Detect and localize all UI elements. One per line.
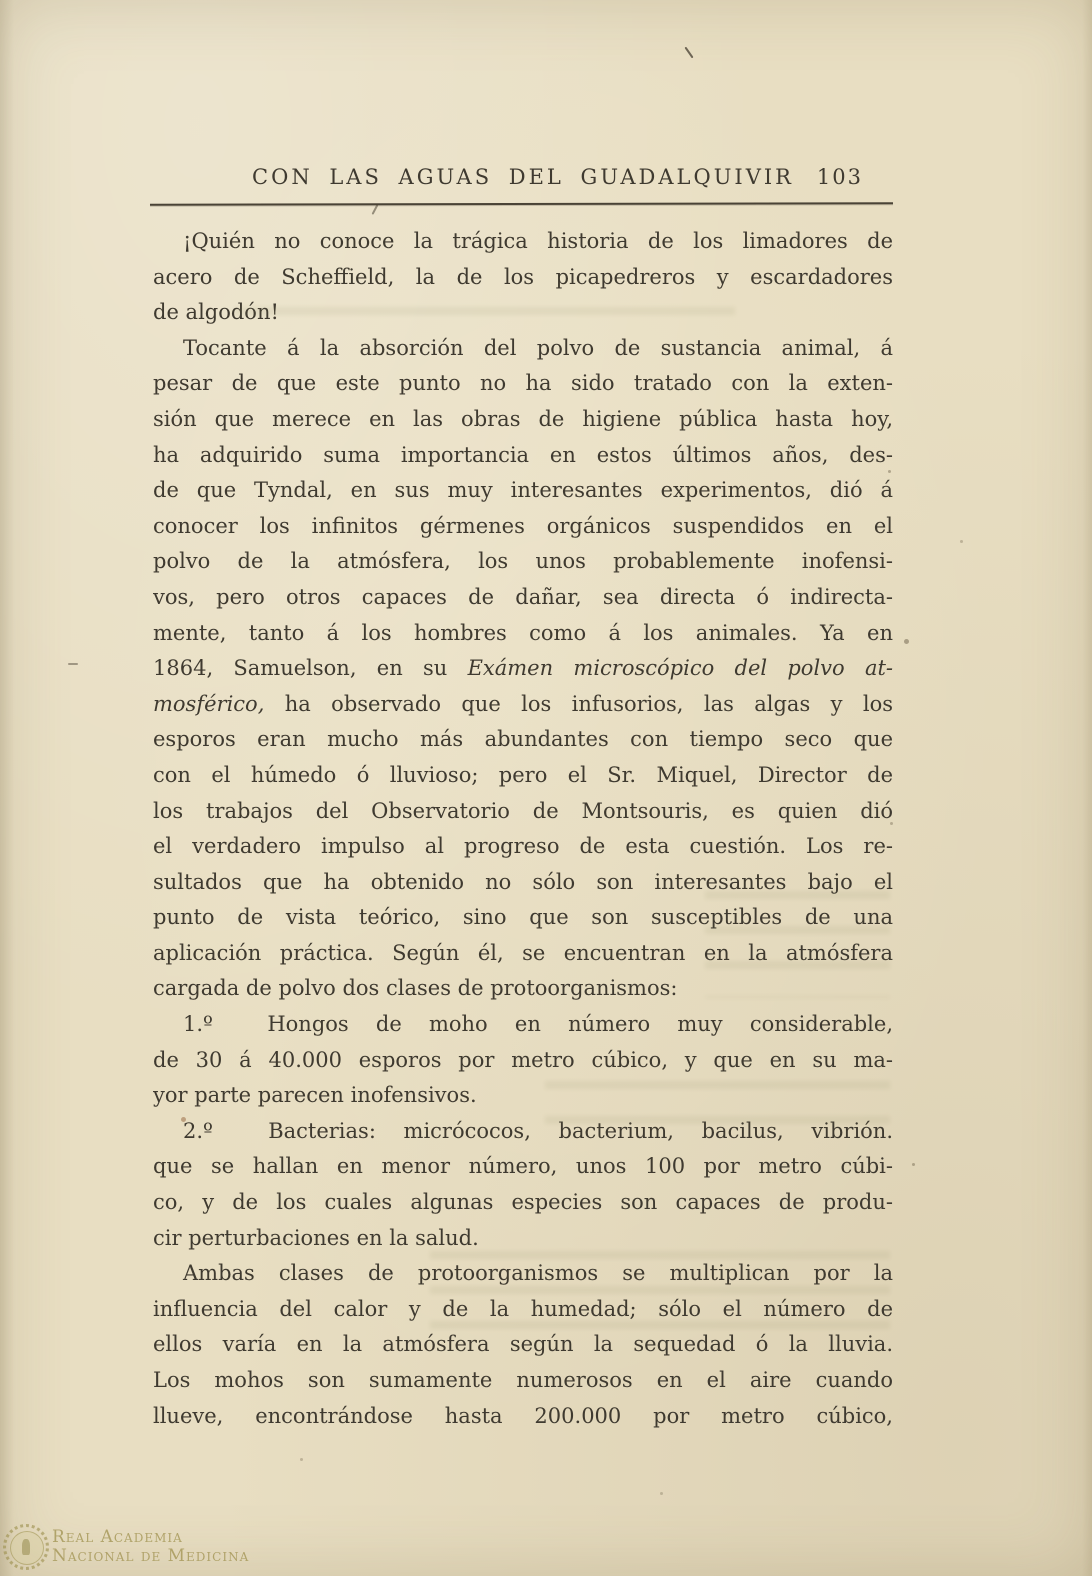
text-segment: con el húmedo ó lluvioso; pero el Sr. Miquel, Director de (153, 762, 893, 787)
text-segment: de 30 á 40.000 esporos por metro cúbico, y que en su ma- (153, 1047, 893, 1072)
text-segment: Ambas clases de protoorganismos se multiplican por la (183, 1261, 893, 1286)
text-segment: los trabajos del Observatorio de Montsouris, es quien dió (153, 798, 893, 823)
text-segment: mente, tanto á los hombres como á los animales. Ya en (153, 620, 893, 645)
text-segment: llueve, encontrándose hasta 200.000 por metro cúbico, (153, 1403, 893, 1428)
text-segment: cargada de polvo dos clases de protoorganismos: (153, 976, 678, 1001)
text-line (153, 473, 893, 509)
text-segment: yor parte parecen inofensivos. (153, 1083, 477, 1108)
text-segment: 2.º Bacterias: micrócocos, bacterium, bacilus, vibrión. (183, 1118, 893, 1143)
italic-text-segment: Exámen microscópico del polvo at- (467, 656, 893, 681)
text-line (153, 1363, 893, 1399)
text-line (153, 295, 893, 331)
stray-mark (684, 47, 693, 59)
text-segment: conocer los infinitos gérmenes orgánicos suspendidos en el (153, 513, 893, 538)
text-line (153, 616, 893, 652)
text-line (153, 1292, 893, 1328)
text-line (153, 366, 893, 402)
text-line (153, 1043, 893, 1079)
text-line (153, 1078, 893, 1114)
text-line (153, 1399, 893, 1435)
text-line (153, 1007, 893, 1043)
watermark-line1: Real Academia (52, 1527, 183, 1547)
text-segment: de que Tyndal, en sus muy interesantes experimentos, dió á (153, 478, 893, 503)
text-line (153, 580, 893, 616)
text-segment: ellos varía en la atmósfera según la sequedad ó la lluvia. (153, 1332, 893, 1357)
text-line (153, 758, 893, 794)
text-line (153, 865, 893, 901)
text-line (153, 260, 893, 296)
ink-speck (0, 0, 3, 3)
stray-mark (372, 204, 379, 215)
text-segment: que se hallan en menor número, unos 100 por metro cúbi- (153, 1154, 893, 1179)
watermark-line2: Nacional de Medicina (52, 1546, 250, 1566)
text-segment: de algodón! (153, 300, 279, 325)
text-segment: sión que merece en las obras de higiene pública hasta hoy, (153, 406, 893, 431)
academy-seal-icon (3, 1524, 49, 1570)
text-line (153, 829, 893, 865)
text-line (153, 1149, 893, 1185)
header-rule (150, 202, 893, 206)
body-text (153, 224, 893, 1434)
text-line (153, 402, 893, 438)
text-segment: co, y de los cuales algunas especies son capaces de produ- (153, 1190, 893, 1215)
text-segment: ha adquirido suma importancia en estos últimos años, des- (153, 442, 893, 467)
text-segment: ha observado que los infusorios, las algas y los (264, 691, 893, 716)
text-segment: 1.º Hongos de moho en número muy considerable, (183, 1012, 893, 1037)
text-segment: 1864, Samuelson, en su (153, 656, 468, 681)
text-segment: el verdadero impulso al progreso de esta cuestión. Los re- (153, 834, 893, 859)
text-segment: vos, pero otros capaces de dañar, sea directa ó indirecta- (153, 584, 893, 609)
text-line (153, 438, 893, 474)
text-line (153, 1256, 893, 1292)
page-number: 103 (816, 165, 863, 189)
italic-text-segment: mosférico, (153, 691, 265, 716)
text-segment: punto de vista teórico, sino que son susceptibles de una (153, 905, 893, 930)
text-segment: esporos eran mucho más abundantes con tiempo seco que (153, 727, 893, 752)
text-line (153, 722, 893, 758)
text-line (153, 331, 893, 367)
text-segment: influencia del calor y de la humedad; sólo el número de (153, 1296, 893, 1321)
text-segment: acero de Scheffield, la de los picapedreros y escardadores (153, 264, 893, 289)
text-line (153, 936, 893, 972)
text-line (153, 1185, 893, 1221)
text-segment: cir perturbaciones en la salud. (153, 1225, 479, 1250)
library-watermark (0, 1518, 320, 1574)
text-segment: aplicación práctica. Según él, se encuentran en la atmósfera (153, 940, 893, 965)
text-segment: Los mohos son sumamente numerosos en el aire cuando (153, 1368, 893, 1392)
text-line (153, 651, 893, 687)
text-line (153, 544, 893, 580)
running-title: CON LAS AGUAS DEL GUADALQUIVIR (252, 165, 794, 189)
text-segment: sultados que ha obtenido no sólo son interesantes bajo el (153, 869, 893, 894)
text-line (153, 1114, 893, 1150)
text-line (153, 794, 893, 830)
text-segment: Tocante á la absorción del polvo de sustancia animal, á (183, 335, 893, 360)
watermark-text (52, 1528, 249, 1566)
text-segment: pesar de que este punto no ha sido tratado con la exten- (153, 371, 893, 396)
stray-mark (68, 663, 78, 665)
page-header (153, 165, 893, 193)
text-line (153, 900, 893, 936)
text-line (153, 1221, 893, 1257)
text-line (153, 971, 893, 1007)
text-line (153, 1327, 893, 1363)
text-segment: ¡Quién no conoce la trágica historia de los limadores de (183, 229, 893, 253)
text-segment: polvo de la atmósfera, los unos probablemente inofensi- (153, 549, 893, 574)
text-line (153, 224, 893, 260)
text-line (153, 687, 893, 723)
text-line (153, 509, 893, 545)
